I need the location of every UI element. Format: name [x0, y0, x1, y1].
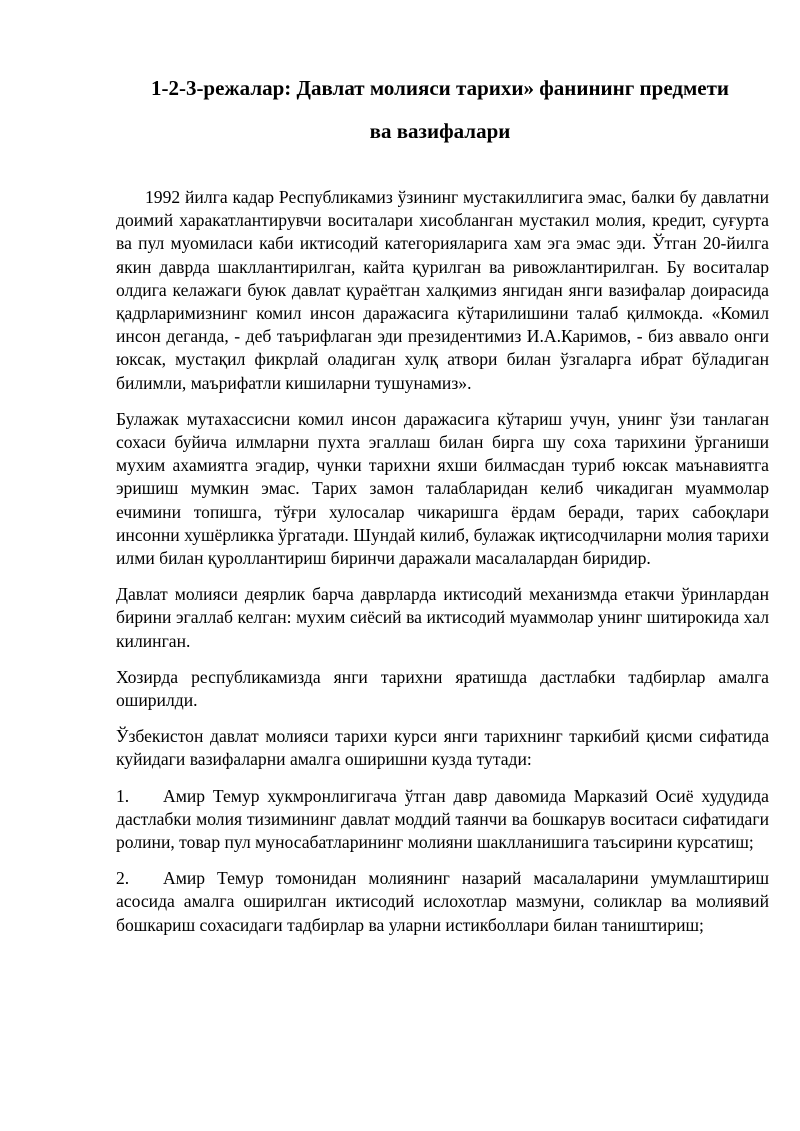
- paragraph-3: Давлат молияси деярлик барча даврларда иктисодий механизмда етакчи ўринлардан бирини эгаллаб келган: мухим сиёсий ва иктисодий муаммолар унинг шитирокида хал килинган.: [116, 584, 769, 651]
- paragraph-4: Хозирда республикамизда янги тарихни яратишда дастлабки тадбирлар амалга оширилди.: [116, 666, 769, 711]
- list-text-1: Амир Темур хукмронлигигача ўтган давр давомида Марказий Осиё худудида дастлабки молия тизимининг давлат моддий таянчи ва бошкарув воситаси сифатидаги ролини, товар пул муносабатларининг молияни шаклланишига таъсирини курсатиш;: [116, 785, 769, 853]
- title-line-1: 1-2-3-режалар: Давлат молияси тарихи» фанининг предмети: [150, 76, 730, 100]
- paragraph-1: 1992 йилга кадар Республикамиз ўзининг мустакиллигига эмас, балки бу давлатни доимий харакатлантирувчи воситалари хисобланган мустакил молия, кредит, суғурта ва пул муомиласи каби иктисодий категорияларига хам эга эмас эди. Ўтган 20-йилга якин даврда шакллантирилган, кайта қурилган ва ривожлантирилган. Бу воситалар олдига келажаги буюк давлат қураётган халқимиз янгидан янги вазифалар доирасида қадрларимизнинг комил инсон даражасига кўтарилишини талаб қилмокда. «Комил инсон деганда, - деб таърифлаган эди президентимиз И.А.Каримов, - биз аввало онги юксак, мустақил фикрлай оладиган хулқ атвори билан ўзгаларга ибрат бўладиган билимли, маърифатли кишиларни тушунамиз».: [116, 187, 769, 393]
- list-number-1: 1.: [116, 785, 130, 806]
- list-text-2: Амир Темур томонидан молиянинг назарий масалаларини умумлаштириш асосида амалга оширилган иктисодий ислохотлар мазмуни, соликлар ва молиявий бошкариш сохасидаги тадбирлар ва уларни истикболлари билан таништириш;: [116, 868, 769, 935]
- paragraph-5: Ўзбекистон давлат молияси тарихи курси янги тарихнинг таркибий қисми сифатида куйидаги вазифаларни амалга оширишни кузда тутади:: [116, 726, 769, 770]
- document-title: [120, 67, 760, 153]
- list-item-2: [116, 867, 769, 937]
- title-line-2: ва вазифалари: [369, 119, 511, 143]
- list-number-2: 2.: [116, 868, 130, 889]
- list-item-1: [116, 785, 769, 855]
- document-body: [116, 186, 769, 950]
- paragraph-2: Булажак мутахассисни комил инсон даражасига кўтариш учун, унинг ўзи танлаган сохаси буйича илмларни пухта эгаллаш билан бирга шу соха тарихини ўрганиши мухим ахамиятга эгадир, чунки тарихни яхши билмасдан туриб юксак маънавиятга эришиш мумкин эмас. Тарих замон талабларидан келиб чикадиган муаммолар ечимини топишга, тўғри хулосалар чикаришга ёрдам беради, тарих сабоқлари инсонни хушёрликка ўргатади. Шундай килиб, булажак иқтисодчиларни молия тарихи илми билан қуроллантириш биринчи даражали масалалардан биридир.: [116, 408, 769, 569]
